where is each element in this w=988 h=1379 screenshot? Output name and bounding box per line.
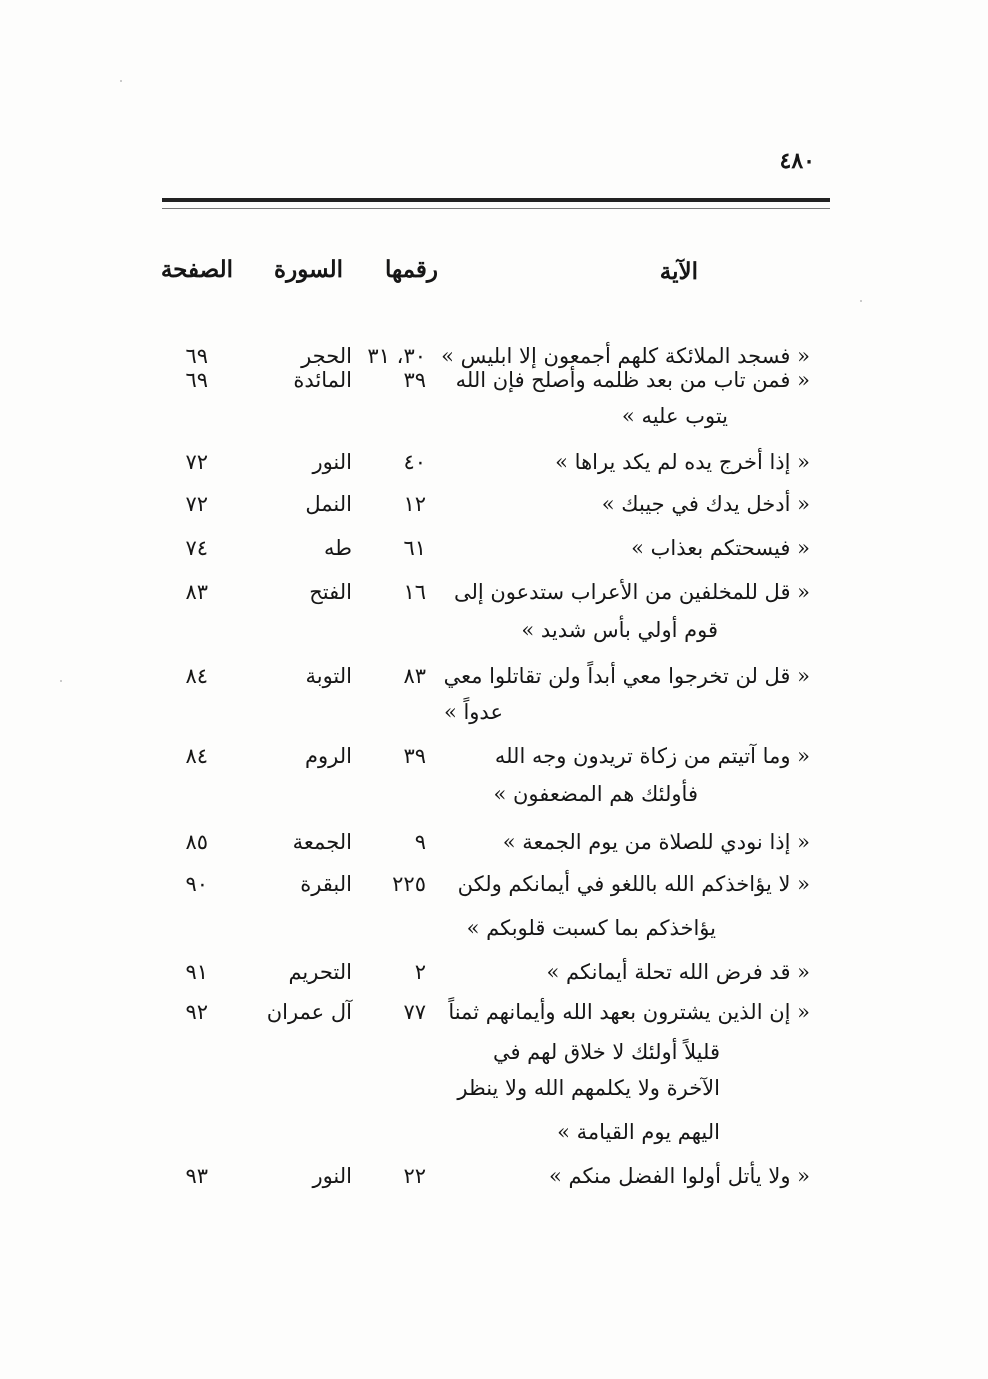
surah-name: البقرة: [300, 872, 352, 896]
ayah-line: « أدخل يدك في جيبك »: [601, 492, 810, 516]
ayah-line: « قل للمخلفين من الأعراب ستدعون إلى: [453, 580, 810, 604]
header-rule: [162, 198, 830, 202]
ayah-line: « ولا يأتل أولوا الفضل منكم »: [548, 1164, 810, 1188]
surah-name: الجمعة: [292, 830, 352, 854]
ayah-number: ٦١: [403, 536, 426, 560]
ayah-line: « وما آتيتم من زكاة تريدون وجه الله: [494, 744, 810, 768]
ayah-number: ٣٩: [403, 368, 426, 392]
ayah-line: اليهم يوم القيامة »: [557, 1120, 720, 1144]
surah-name: طه: [324, 536, 352, 560]
ayah-line: « فسجد الملائكة كلهم أجمعون إلا ابليس »: [441, 344, 810, 368]
ayah-number: ٤٠: [403, 450, 426, 474]
ayah-line: عدواً »: [443, 700, 503, 724]
surah-name: الحجر: [301, 344, 352, 368]
header-ayah: الآية: [659, 258, 698, 285]
ayah-line: « لا يؤاخذكم الله باللغو في أيمانكم ولكن: [457, 872, 810, 896]
ayah-line: « إذا أخرج يده لم يكد يراها »: [555, 450, 810, 474]
ayah-number: ٧٧: [403, 1000, 426, 1024]
surah-name: التحريم: [288, 960, 352, 984]
ayah-number: ٢٢٥: [392, 872, 426, 896]
page-ref: ٧٢: [185, 450, 208, 474]
page-ref: ٩١: [185, 960, 208, 984]
scan-speck: [860, 300, 862, 302]
page-ref: ٩٣: [185, 1164, 208, 1188]
page-ref: ٨٤: [185, 664, 208, 688]
header-surah: السورة: [274, 256, 343, 283]
ayah-line: « قد فرض الله تحلة أيمانكم »: [546, 960, 810, 984]
ayah-line: « قل لن تخرجوا معي أبداً ولن تقاتلوا معي: [443, 664, 810, 688]
surah-name: التوبة: [305, 664, 352, 688]
scan-speck: [120, 80, 122, 82]
header-number: رقمها: [384, 256, 438, 283]
ayah-number: ١٢: [403, 492, 426, 516]
ayah-number: ٣٠، ٣١: [367, 344, 426, 368]
surah-name: آل عمران: [266, 1000, 352, 1024]
page-number: ٤٨٠: [779, 148, 815, 174]
ayah-number: ٣٩: [403, 744, 426, 768]
ayah-number: ٢٢: [403, 1164, 426, 1188]
page-ref: ٩٢: [185, 1000, 208, 1024]
ayah-number: ٨٣: [403, 664, 426, 688]
ayah-line: يؤاخذكم بما كسبت قلوبكم »: [466, 916, 716, 940]
ayah-line: قليلاً أولئك لا خلاق لهم في: [492, 1040, 720, 1064]
page-ref: ٩٠: [185, 872, 208, 896]
ayah-line: « فمن تاب من بعد ظلمه وأصلح فإن الله: [455, 368, 810, 392]
ayah-number: ٩: [414, 830, 426, 854]
page-ref: ٦٩: [185, 368, 208, 392]
page-ref: ٧٢: [185, 492, 208, 516]
surah-name: النمل: [305, 492, 352, 516]
ayah-line: فأولئك هم المضعفون »: [493, 782, 698, 806]
ayah-line: « إن الذين يشترون بعهد الله وأيمانهم ثمناً: [448, 1000, 810, 1024]
surah-name: المائدة: [293, 368, 352, 392]
surah-name: الروم: [305, 744, 352, 768]
header-page: الصفحة: [160, 256, 233, 283]
ayah-line: الآخرة ولا يكلمهم الله ولا ينظر: [457, 1076, 720, 1100]
page-ref: ٨٤: [185, 744, 208, 768]
surah-name: النور: [312, 1164, 352, 1188]
ayah-number: ٢: [414, 960, 426, 984]
surah-name: النور: [312, 450, 352, 474]
page-ref: ٨٣: [185, 580, 208, 604]
header-rule-thin: [162, 208, 830, 209]
scan-speck: [60, 680, 62, 682]
ayah-line: « إذا نودي للصلاة من يوم الجمعة »: [502, 830, 810, 854]
ayah-line: قوم أولي بأس شديد »: [521, 618, 718, 642]
ayah-number: ١٦: [403, 580, 426, 604]
page-ref: ٦٩: [185, 344, 208, 368]
page-ref: ٨٥: [185, 830, 208, 854]
ayah-line: يتوب عليه »: [621, 404, 728, 428]
surah-name: الفتح: [309, 580, 352, 604]
page-ref: ٧٤: [185, 536, 208, 560]
ayah-line: « فيسحتكم بعذاب »: [631, 536, 810, 560]
